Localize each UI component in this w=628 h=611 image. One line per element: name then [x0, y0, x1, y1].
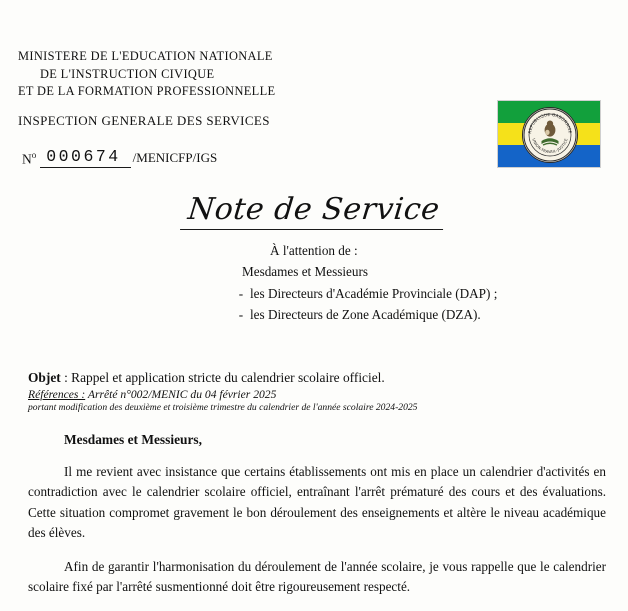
reference-number [22, 146, 217, 167]
inspection-service-line: INSPECTION GENERALE DES SERVICES [18, 113, 270, 128]
addressee-item-label: les Directeurs d'Académie Provinciale (DAP) ; [250, 285, 498, 301]
bullet-icon: - [238, 285, 244, 301]
attention-line: À l'attention de : [270, 243, 358, 258]
references-label: Références : [28, 388, 86, 401]
ministry-line-3: ET DE LA FORMATION PROFESSIONNELLE [18, 84, 276, 99]
references-text: Arrêté n°002/MENIC du 04 février 2025 [85, 388, 277, 401]
addressee-item-label: les Directeurs de Zone Académique (DZA). [250, 307, 481, 323]
subject-line [28, 370, 603, 386]
addressee-item [232, 304, 592, 325]
salutation: Mesdames et Messieurs, [64, 432, 202, 447]
addressee-group: Mesdames et Messieurs [242, 264, 368, 280]
body-paragraph: Afin de garantir l'harmonisation du déroulement de l'année scolaire, je vous rappelle que le calendrier scolaire fixé par l'arrêté susmentionné doit être rigoureusement respecté. [28, 558, 606, 595]
bullet-icon: - [238, 307, 244, 323]
addressees-block [232, 240, 592, 326]
body-text [28, 462, 606, 611]
subject-text: Rappel et application stricte du calendrier scolaire officiel. [71, 370, 385, 385]
page-title-text: Note de Service [180, 192, 447, 230]
reference-number-label: $N^o$ [22, 149, 37, 166]
page-title [0, 192, 628, 230]
subject-label: Objet [28, 370, 61, 385]
svg-text:UNION-TRAVAIL-JUSTICE: UNION-TRAVAIL-JUSTICE [531, 138, 569, 155]
references-line [28, 388, 603, 401]
national-seal-icon [522, 107, 578, 163]
svg-text:REPUBLIQUE GABONAISE: REPUBLIQUE GABONAISE [527, 111, 573, 134]
ministry-line-1: MINISTERE DE L'EDUCATION NATIONALE [18, 49, 273, 63]
letterhead [18, 48, 348, 101]
subject-separator: : [60, 370, 72, 385]
ministry-line-2: DE L'INSTRUCTION CIVIQUE [40, 66, 215, 81]
reference-number-value: 000674 [40, 147, 130, 168]
gabon-flag-icon [497, 100, 601, 168]
references-note: portant modification des deuxième et troisième trimestre du calendrier de l'année scolaire 2024-2025 [28, 402, 418, 413]
subject-block [28, 370, 603, 413]
reference-number-suffix: /MENICFP/IGS [132, 150, 218, 165]
body-paragraph: Il me revient avec insistance que certains établissements ont mis en place un calendrier d'activités en contradiction avec le calendrier scolaire officiel, entraînant l'arrêt prématuré des cours et des évaluations. Cette situation compromet gravement le bon déroulement des enseignements et altère le niveau académique des élèves. [28, 464, 606, 541]
addressee-item [232, 283, 592, 304]
reference-number-label-sup: o [31, 149, 37, 160]
